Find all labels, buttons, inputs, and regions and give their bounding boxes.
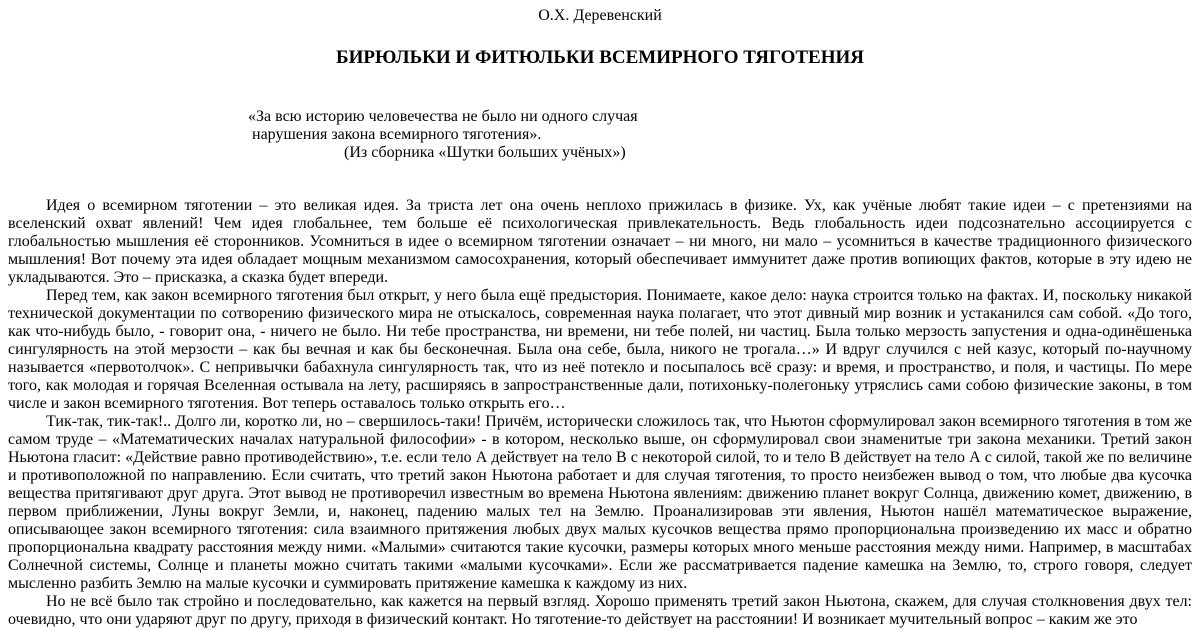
author-name: О.Х. Деревенский	[538, 7, 662, 24]
epigraph-line-1: «За всю историю человечества не было ни одного случая	[248, 108, 638, 125]
epigraph-source: (Из сборника «Шутки больших учёных»)	[344, 144, 626, 161]
epigraph-line-2: нарушения закона всемирного тяготения».	[252, 126, 542, 143]
paragraph-3: Тик-так, тик-так!.. Долго ли, коротко ли, но – свершилось-таки! Причём, исторически сложилось так, что Ньютон сформулировал закон всемирного тяготения в том же самом труде – «Математических началах натуральной философии» - в котором, несколько выше, он сформулировал свои знаменитые три закона механики. Третий закон Ньютона гласит: «Действие равно противодействию», т.е. если тело А действует на тело В с некоторой силой, то и тело В действует на тело А с силой, такой же по величине и противоположной по направлению. Если считать, что третий закон Ньютона работает и для случая тяготения, то просто неизбежен вывод о том, что любые два кусочка вещества притягивают друг друга. Этот вывод не противоречил известным во времена Ньютона явлениям: движению планет вокруг Солнца, движению комет, движению, в первом приближении, Луны вокруг Земли, и, наконец, падению малых тел на Землю. Проанализировав эти явления, Ньютон нашёл математическое выражение, описывающее закон всемирного тяготения: сила взаимного притяжения любых двух малых кусочков вещества прямо пропорциональна произведению их масс и обратно пропорциональна квадрату расстояния между ними. «Малыми» считаются такие кусочки, размеры которых много меньше расстояния между ними. Например, в масштабах Солнечной системы, Солнце и планеты можно считать такими «малыми кусочками». Если же рассматривается падение камешка на Землю, то, строго говоря, следует мысленно разбить Землю на малые кусочки и суммировать притяжение камешка к каждому из них.	[8, 413, 1192, 592]
paragraph-2: Перед тем, как закон всемирного тяготения был открыт, у него была ещё предыстория. Понимаете, какое дело: наука строится только на фактах. И, поскольку никакой технической документации по сотворению физического мира не отыскалось, современная наука полагает, что этот дивный мир возник и устаканился сам собой. «До того, как что-нибудь было, - говорит она, - ничего не было. Ни тебе пространства, ни времени, ни тебе полей, ни частиц. Была только мерзость запустения и одна-одинёшенька сингулярность на этой мерзости – как бы вечная и как бы бесконечная. Была она себе, была, никого не трогала…» И вдруг случился с ней казус, который по-научному называется «первотолчок». С непривычки бабахнула сингулярность так, что из неё потекло и посыпалось всё сразу: и время, и пространство, и поля, и частицы. По мере того, как молодая и горячая Вселенная остывала на лету, расширяясь в запространственные дали, потихоньку-полегоньку утряслись сами собою физические законы, в том числе и закон всемирного тяготения. Вот теперь оставалось только открыть его…	[8, 287, 1192, 412]
epigraph	[8, 108, 1192, 188]
paragraph-1: Идея о всемирном тяготении – это великая идея. За триста лет она очень неплохо прижилась в физике. Ух, как учёные любят такие идеи – с претензиями на вселенский охват явлений! Чем идея глобальнее, тем больше её психологическая привлекательность. Ведь глобальность идеи подсознательно ассоциируется с глобальностью мышления её сторонников. Усомниться в идее о всемирном тяготении означает – ни много, ни мало – усомниться в качестве традиционного физического мышления! Вот почему эта идея обладает мощным механизмом самосохранения, который обеспечивает иммунитет даже против вопиющих фактов, которые в эту идею не укладываются. Это – присказка, а сказка будет впереди.	[8, 197, 1192, 286]
paragraph-4: Но не всё было так стройно и последовательно, как кажется на первый взгляд. Хорошо применять третий закон Ньютона, скажем, для случая столкновения двух тел: очевидно, что они ударяют друг по другу, приходя в физический контакт. Но тяготение-то действует на расстоянии! И возникает мучительный вопрос – каким же это	[8, 593, 1192, 628]
body-text	[8, 197, 1192, 629]
document-title: БИРЮЛЬКИ И ФИТЮЛЬКИ ВСЕМИРНОГО ТЯГОТЕНИЯ	[336, 47, 864, 68]
